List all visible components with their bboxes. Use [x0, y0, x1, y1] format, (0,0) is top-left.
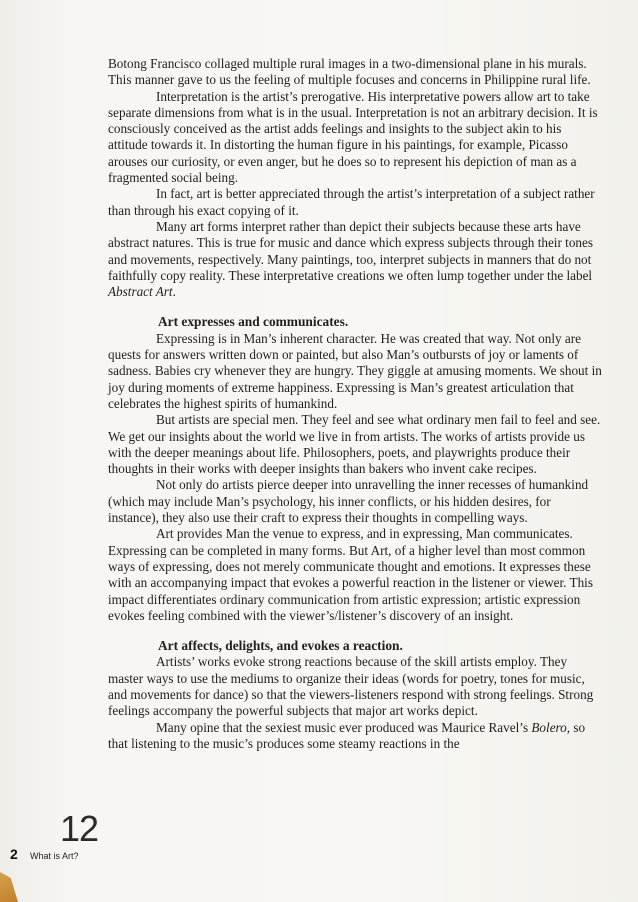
page-number: 2	[10, 846, 18, 862]
paragraph: Artists’ works evoke strong reactions because of the skill artists employ. They master ways to use the mediums to organize their ideas (words for poetry, tones for music, and movements for dance) so that the viewers-listeners respond with strong feelings. Strong feelings accompany the powerful subjects that major art works depict.	[108, 654, 594, 719]
paragraph-text: , so that listening to the music’s produces some steamy reactions in the	[108, 719, 586, 751]
chapter-number: 12	[60, 808, 99, 849]
paragraph: Botong Francisco collaged multiple rural images in a two-dimensional plane in his murals. This manner gave to us the feeling of multiple focuses and concerns in Philippine rural life.	[108, 56, 591, 88]
italic-title: Bolero	[531, 719, 567, 735]
section-heading: Art expresses and communicates.	[158, 314, 349, 330]
section-heading: Art affects, delights, and evokes a reaction.	[158, 638, 403, 654]
paragraph: In fact, art is better appreciated through the artist’s interpretation of a subject rather than through his exact copying of it.	[108, 186, 595, 218]
paragraph-text: Many opine that the sexiest music ever produced was Maurice Ravel’s	[156, 719, 532, 735]
paragraph: But artists are special men. They feel and see what ordinary men fail to feel and see. We get our insights about the world we live in from artists. The works of artists provide us with the deeper meanings about life. Philosophers, poets, and playwrights produce their thoughts in their works with deeper insights than bakers who invent cake recipes.	[108, 412, 601, 477]
paragraph: Expressing is in Man’s inherent character. He was created that way. Not only are quests for answers written down or painted, but also Man’s outbursts of joy or laments of sadness. Babies cry whenever they are hungry. They giggle at amusing moments. We shout in joy during moments of extreme happiness. Expressing is Man’s greatest articulation that celebrates the highest spirits of humankind.	[108, 330, 602, 411]
paragraph	[108, 219, 602, 300]
italic-term: Abstract Art	[108, 284, 173, 300]
paragraph: Not only do artists pierce deeper into unravelling the inner recesses of humankind (which may include Man’s psychology, his inner conflicts, or his hidden desires, for instance), they also use their craft to express their thoughts in compelling ways.	[108, 477, 589, 526]
paragraph-text: Many art forms interpret rather than depict their subjects because these arts have abstract natures. This is true for music and dance which express subjects through their tones and movements, respectively. Many paintings, too, interpret subjects in manners that do not faithfully copy reality. These interpretative creations we often lump together under the label	[108, 218, 594, 283]
paragraph	[108, 720, 602, 753]
paragraph-text: .	[172, 284, 176, 300]
running-title: What is Art?	[30, 851, 79, 861]
paragraph: Interpretation is the artist’s prerogative. His interpretative powers allow art to take separate dimensions from what is in the usual. Interpretation is not an arbitrary decision. It is consciously conceived as the artist adds feelings and insights to the subject akin to his attitude towards it. In distorting the human figure in his paintings, for example, Picasso arouses our curiosity, or even anger, but he does so to represent his depiction of man as a fragmented social being.	[108, 88, 598, 186]
paragraph: Art provides Man the venue to express, and in expressing, Man communicates. Expressing can be completed in many forms. But Art, of a higher level than most common ways of expressing, does not merely communicate thought and emotions. It expresses these with an accompanying impact that evokes a powerful reaction in the listener or viewer. This impact differentiates ordinary communication from artistic expression; artistic expression evokes feeling combined with the viewer’s/listener’s discovery of an insight.	[108, 526, 593, 623]
body-text	[108, 56, 602, 752]
page-corner-mark	[0, 872, 18, 902]
